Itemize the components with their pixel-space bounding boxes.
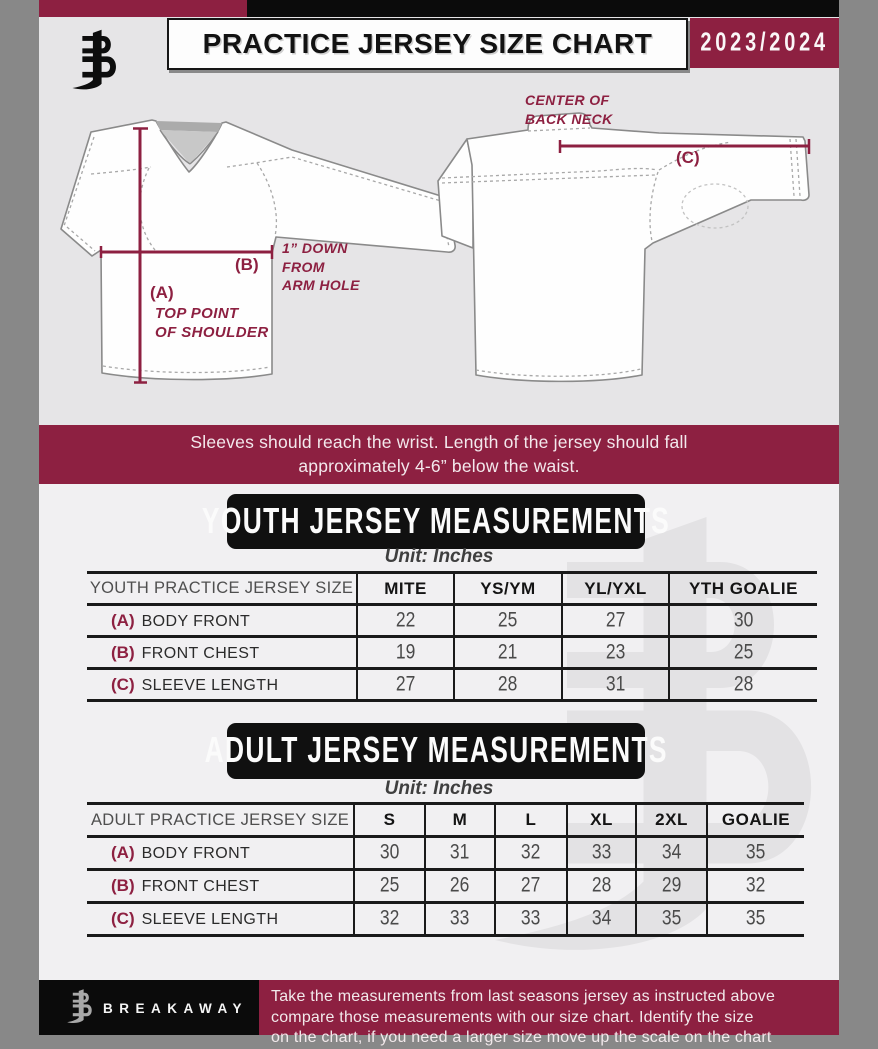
cell-value: 32 bbox=[379, 906, 400, 930]
breakaway-logo-icon bbox=[63, 988, 98, 1027]
table-row bbox=[87, 903, 804, 936]
footer-instructions bbox=[271, 987, 775, 1049]
center-of-back-neck-caption: CENTER OF BACK NECK bbox=[525, 92, 613, 127]
cell-value: 21 bbox=[498, 640, 518, 664]
footer-brand-block bbox=[39, 980, 259, 1035]
adult-size-table bbox=[87, 802, 804, 937]
top-point-caption: TOP POINT OF SHOULDER bbox=[155, 305, 269, 341]
cell-value: 31 bbox=[450, 840, 470, 864]
top-maroon-strip bbox=[39, 0, 247, 18]
measure-c-label: (C) bbox=[676, 148, 700, 167]
row-key: (C) bbox=[111, 674, 135, 694]
fit-note-banner bbox=[39, 425, 839, 484]
cell-value: 32 bbox=[746, 873, 766, 897]
row-label: SLEEVE LENGTH bbox=[141, 676, 279, 694]
page-title: PRACTICE JERSEY SIZE CHART bbox=[202, 28, 653, 59]
cell-value: 25 bbox=[379, 873, 400, 897]
cell-value: 27 bbox=[521, 873, 541, 897]
size-chart-page bbox=[39, 0, 839, 1046]
cell-value: 32 bbox=[521, 840, 541, 864]
row-key: (A) bbox=[111, 610, 135, 630]
cell-value: 28 bbox=[498, 672, 518, 696]
fit-note-line2: approximately 4-6” below the waist. bbox=[298, 455, 580, 476]
jersey-diagram-section bbox=[39, 17, 839, 425]
adult-section-banner bbox=[204, 723, 668, 779]
cell-value: 34 bbox=[591, 906, 612, 930]
cell-value: 30 bbox=[379, 840, 400, 864]
youth-table-title: YOUTH PRACTICE JERSEY SIZE bbox=[89, 579, 354, 597]
adult-section-title: ADULT JERSEY MEASUREMENTS bbox=[204, 730, 668, 771]
top-black-strip bbox=[247, 0, 839, 18]
cell-value: 27 bbox=[395, 672, 416, 696]
row-key: (A) bbox=[111, 843, 135, 862]
row-label: FRONT CHEST bbox=[141, 878, 260, 895]
row-label: SLEEVE LENGTH bbox=[141, 911, 279, 928]
row-label: FRONT CHEST bbox=[141, 644, 260, 662]
back-jersey-drawing bbox=[438, 113, 809, 381]
col-s: S bbox=[383, 810, 396, 829]
cell-value: 29 bbox=[661, 873, 682, 897]
arm-hole-caption: 1” DOWN FROM ARM HOLE bbox=[282, 240, 360, 293]
table-row bbox=[87, 870, 804, 903]
cell-value: 35 bbox=[661, 906, 682, 930]
cell-value: 26 bbox=[450, 873, 470, 897]
row-key: (C) bbox=[111, 909, 135, 928]
title-box bbox=[167, 18, 688, 70]
cell-value: 31 bbox=[605, 672, 626, 696]
adult-header-row bbox=[87, 804, 804, 837]
row-label: BODY FRONT bbox=[141, 612, 251, 630]
cell-value: 34 bbox=[661, 840, 682, 864]
footer-line1: Take the measurements from last seasons jersey as instructed above bbox=[271, 988, 776, 1005]
footer-line3: on the chart, if you need a larger size move up the scale on the chart bbox=[271, 1029, 772, 1046]
breakaway-logo-icon bbox=[65, 27, 127, 97]
jersey-diagrams bbox=[39, 17, 839, 425]
table-row bbox=[87, 637, 817, 669]
cell-value: 35 bbox=[746, 906, 766, 930]
youth-section-title: YOUTH JERSEY MEASUREMENTS bbox=[201, 501, 671, 541]
row-label: BODY FRONT bbox=[141, 845, 251, 862]
footer bbox=[39, 980, 839, 1046]
cell-value: 23 bbox=[605, 640, 626, 664]
fit-note-line1: Sleeves should reach the wrist. Length of the jersey should fall bbox=[190, 432, 688, 452]
col-l: L bbox=[525, 810, 537, 829]
col-m: M bbox=[452, 810, 468, 829]
cell-value: 35 bbox=[746, 840, 766, 864]
youth-header-row bbox=[87, 573, 817, 605]
youth-size-table bbox=[87, 571, 817, 702]
season-box bbox=[690, 18, 839, 68]
youth-unit-label: Unit: Inches bbox=[384, 546, 494, 567]
table-row bbox=[87, 669, 817, 701]
col-goalie: GOALIE bbox=[721, 810, 791, 829]
cell-value: 33 bbox=[450, 906, 470, 930]
col-yth-goalie: YTH GOALIE bbox=[689, 578, 798, 598]
brand-wordmark: BREAKAWAY bbox=[103, 1001, 249, 1016]
cell-value: 25 bbox=[498, 608, 518, 632]
footer-line2: compare those measurements with our size chart. Identify the size bbox=[271, 1008, 754, 1026]
cell-value: 28 bbox=[591, 873, 612, 897]
measure-b-label: (B) bbox=[235, 255, 259, 274]
season-label: 2023/2024 bbox=[700, 28, 829, 57]
table-row bbox=[87, 605, 817, 637]
cell-value: 33 bbox=[591, 840, 612, 864]
table-row bbox=[87, 837, 804, 870]
adult-unit-label: Unit: Inches bbox=[384, 778, 494, 799]
col-mite: MITE bbox=[384, 578, 427, 598]
col-xl: XL bbox=[590, 810, 613, 829]
cell-value: 25 bbox=[733, 640, 754, 664]
measure-a-label: (A) bbox=[150, 283, 174, 302]
col-2xl: 2XL bbox=[655, 810, 688, 829]
measurements-section bbox=[39, 484, 839, 980]
cell-value: 33 bbox=[521, 906, 541, 930]
cell-value: 27 bbox=[605, 608, 626, 632]
youth-section-banner bbox=[201, 494, 671, 549]
cell-value: 30 bbox=[733, 608, 754, 632]
col-ys-ym: YS/YM bbox=[480, 578, 536, 598]
row-key: (B) bbox=[111, 642, 135, 662]
cell-value: 22 bbox=[395, 608, 416, 632]
cell-value: 28 bbox=[733, 672, 754, 696]
row-key: (B) bbox=[111, 876, 135, 895]
adult-table-title: ADULT PRACTICE JERSEY SIZE bbox=[90, 810, 350, 829]
cell-value: 19 bbox=[395, 640, 416, 664]
col-yl-yxl: YL/YXL bbox=[584, 578, 647, 598]
